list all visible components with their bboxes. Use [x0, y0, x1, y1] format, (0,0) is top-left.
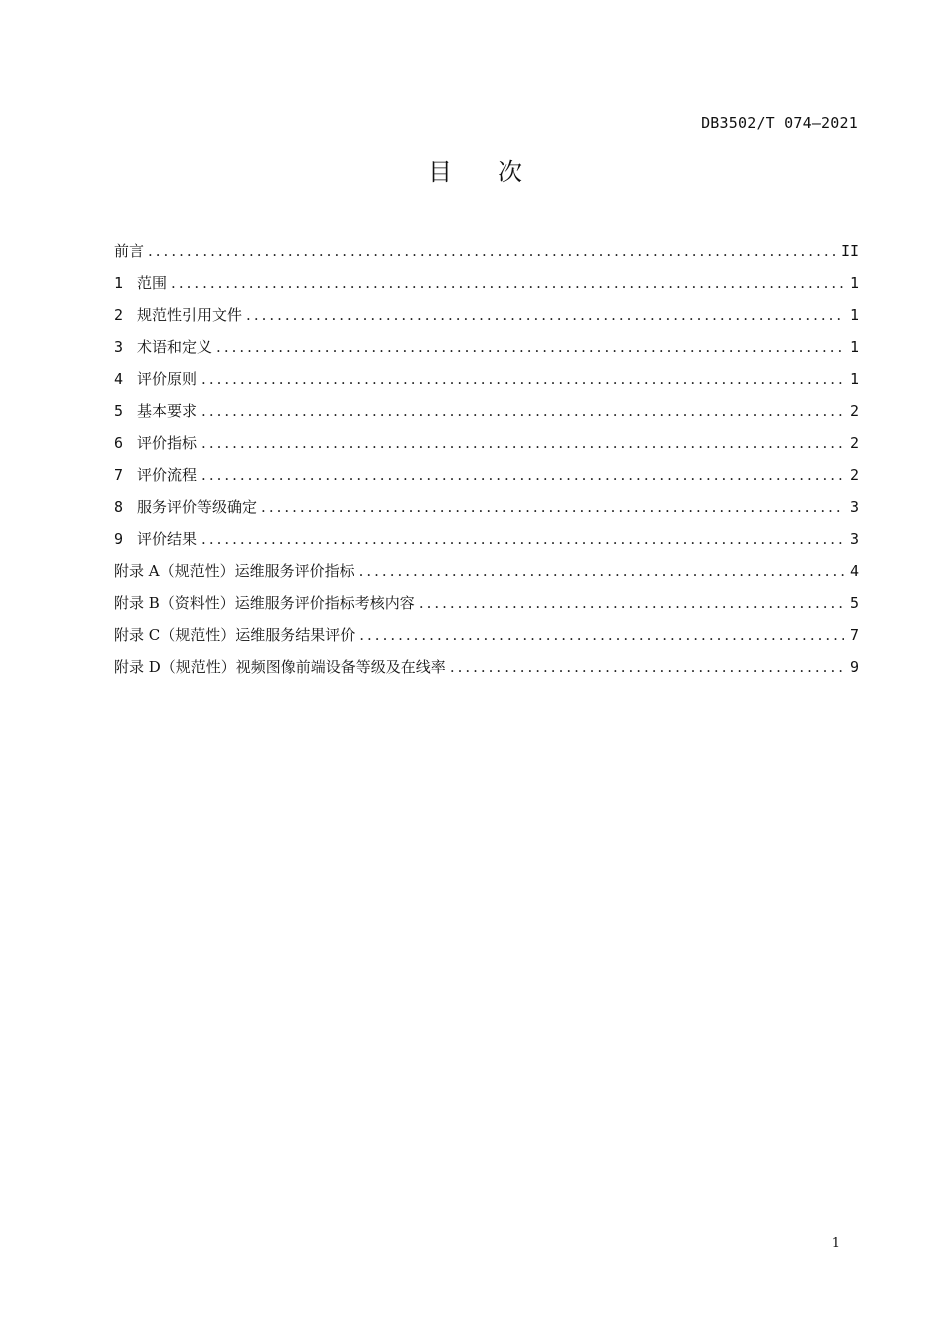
toc-entry-8[interactable]	[114, 491, 859, 523]
toc-entry-5[interactable]	[114, 395, 859, 427]
toc-entry-label: 评价流程	[137, 466, 198, 484]
toc-entry-label: 评价指标	[137, 434, 198, 452]
toc-entry-page: 2	[849, 466, 859, 484]
dot-leader	[201, 427, 844, 459]
toc-entry-number: 5	[114, 402, 124, 420]
toc-entry-number: 3	[114, 338, 124, 356]
dot-leader	[201, 363, 844, 395]
toc-entry-label: 术语和定义	[137, 338, 213, 356]
toc-entry-label: 评价原则	[137, 370, 198, 388]
appendix-prefix: 附录 A（规范性）	[114, 562, 235, 580]
toc-entry-label: 规范性引用文件	[137, 306, 243, 324]
toc-entry-number: 1	[114, 274, 124, 292]
toc-appendix-d[interactable]	[114, 651, 859, 683]
dot-leader	[201, 459, 844, 491]
toc-entry-number: 7	[114, 466, 124, 484]
appendix-label: 运维服务评价指标考核内容	[234, 594, 415, 612]
toc-entry-1[interactable]	[114, 267, 859, 299]
toc-entry-label: 前言	[114, 242, 145, 260]
table-of-contents	[114, 235, 859, 683]
dot-leader	[261, 491, 844, 523]
toc-entry-page: 2	[849, 434, 859, 452]
toc-entry-label: 服务评价等级确定	[137, 498, 258, 516]
toc-title: 目次	[428, 158, 568, 186]
toc-appendix-b[interactable]	[114, 587, 859, 619]
toc-entry-number: 6	[114, 434, 124, 452]
appendix-label: 视频图像前端设备等级及在线率	[235, 658, 446, 676]
dot-leader	[419, 587, 844, 619]
toc-entry-label: 范围	[137, 274, 168, 292]
toc-entry-page: 3	[849, 530, 859, 548]
dot-leader	[359, 619, 844, 651]
toc-entry-label: 评价结果	[137, 530, 198, 548]
dot-leader	[216, 331, 844, 363]
toc-entry-page: 4	[849, 562, 859, 580]
appendix-label: 运维服务评价指标	[234, 562, 355, 580]
toc-entry-number: 2	[114, 306, 124, 324]
toc-entry-6[interactable]	[114, 427, 859, 459]
toc-entry-page: II	[840, 242, 859, 260]
toc-appendix-c[interactable]	[114, 619, 859, 651]
toc-entry-page: 1	[849, 306, 859, 324]
toc-entry-4[interactable]	[114, 363, 859, 395]
toc-entry-page: 5	[849, 594, 859, 612]
toc-entry-number: 4	[114, 370, 124, 388]
appendix-label: 运维服务结果评价	[235, 626, 356, 644]
toc-entry-page: 7	[849, 626, 859, 644]
document-code: DB3502/T 074—2021	[701, 114, 858, 132]
toc-entry-foreword[interactable]	[114, 235, 859, 267]
toc-appendix-a[interactable]	[114, 555, 859, 587]
dot-leader	[450, 651, 844, 683]
toc-entry-page: 1	[849, 370, 859, 388]
dot-leader	[246, 299, 844, 331]
toc-entry-7[interactable]	[114, 459, 859, 491]
toc-entry-page: 2	[849, 402, 859, 420]
toc-entry-page: 1	[849, 274, 859, 292]
dot-leader	[359, 555, 844, 587]
toc-entry-page: 9	[849, 658, 859, 676]
dot-leader	[201, 395, 844, 427]
toc-entry-3[interactable]	[114, 331, 859, 363]
toc-entry-label: 基本要求	[137, 402, 198, 420]
page-number: 1	[831, 1236, 840, 1251]
dot-leader	[201, 523, 844, 555]
appendix-prefix: 附录 B（资料性）	[114, 594, 235, 612]
toc-entry-number: 8	[114, 498, 124, 516]
dot-leader	[171, 267, 844, 299]
toc-entry-2[interactable]	[114, 299, 859, 331]
appendix-prefix: 附录 C（规范性）	[114, 626, 236, 644]
toc-entry-number: 9	[114, 530, 124, 548]
toc-entry-page: 1	[849, 338, 859, 356]
dot-leader	[148, 235, 835, 267]
toc-entry-9[interactable]	[114, 523, 859, 555]
appendix-prefix: 附录 D（规范性）	[114, 658, 236, 676]
toc-entry-page: 3	[849, 498, 859, 516]
